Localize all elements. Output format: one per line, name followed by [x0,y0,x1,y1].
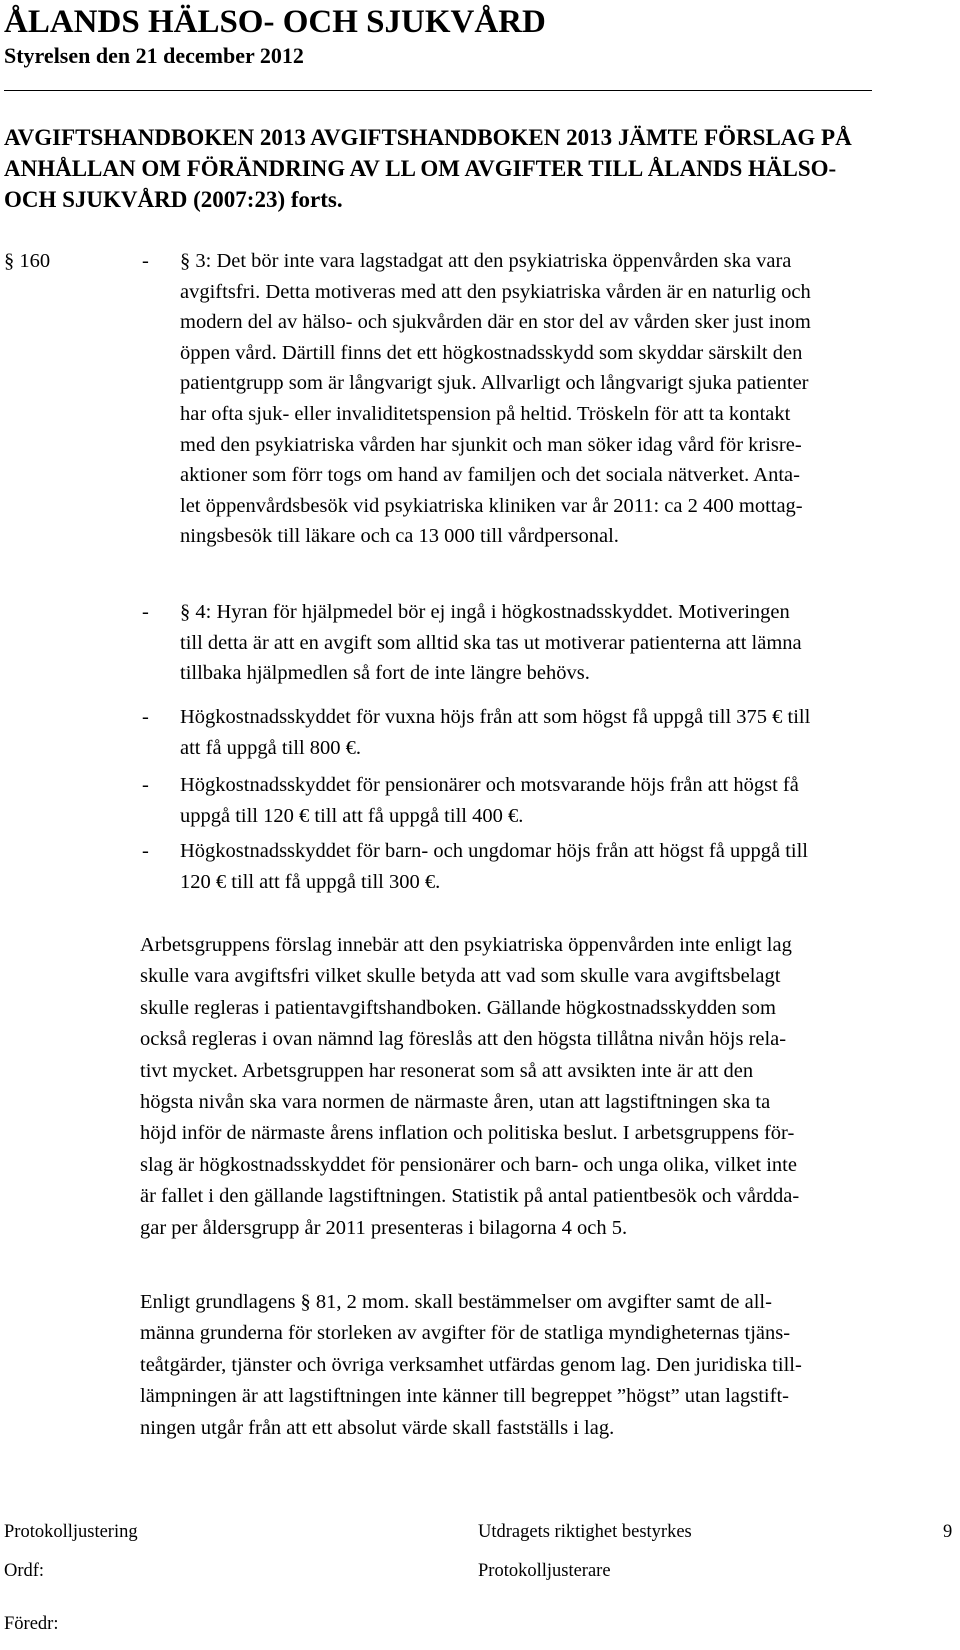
section-title-line: ANHÅLLAN OM FÖRÄNDRING AV LL OM AVGIFTER TILL ÅLANDS HÄLSO- [4,156,837,181]
text-line: tillbaka hjälpmedlen så fort de inte längre behövs. [180,662,590,685]
text-line: avgiftsfri. Detta motiveras med att den psykiatriska vården är en naturlig och [180,280,811,303]
text-line: let öppenvårdsbesök vid psykiatriska kliniken var år 2011: ca 2 400 mottag- [180,494,803,517]
text-line: är fallet i den gällande lagstiftningen. Statistik på antal patientbesök och vårdda- [140,1185,800,1208]
text-line: gar per åldersgrupp år 2011 presenteras i bilagorna 4 och 5. [140,1216,628,1239]
body-paragraph [140,1287,950,1444]
paragraph-number: § 160 [4,250,51,272]
list-dash: - [142,250,149,272]
text-line: högsta nivån ska vara normen de närmaste åren, utan att lagstiftningen ska ta [140,1091,771,1114]
section-title-line: AVGIFTSHANDBOKEN 2013 AVGIFTSHANDBOKEN 2013 JÄMTE FÖRSLAG PÅ [4,125,852,150]
list-dash: - [142,706,149,728]
text-line: ningen utgår från att ett absolut värde skall fastställs i lag. [140,1416,615,1439]
text-line: § 3: Det bör inte vara lagstadgat att den psykiatriska öppenvården ska vara [180,250,792,272]
text-line: höjd inför de närmaste årens inflation och politiska beslut. I arbetsgruppens för- [140,1122,795,1145]
list-item [180,246,960,552]
list-item [180,597,960,689]
text-line: skulle regleras i patientavgiftshandboken. Gällande högkostnadsskydden som [140,996,776,1019]
header-rule [4,90,872,91]
text-line: Enligt grundlagens § 81, 2 mom. skall bestämmelser om avgifter samt de all- [140,1291,772,1313]
footer-certified: Utdragets riktighet bestyrkes [478,1522,692,1542]
footer-presenter: Föredr: [4,1614,59,1634]
text-line: skulle vara avgiftsfri vilket skulle betyda att vad som skulle vara avgiftsbelagt [140,965,781,988]
text-line: Arbetsgruppens förslag innebär att den psykiatriska öppenvården inte enligt lag [140,934,792,956]
text-line: slag är högkostnadsskyddet för pensionärer och barn- och unga olika, vilket inte [140,1153,797,1176]
text-line: männa grunderna för storleken av avgifter för de statliga myndigheternas tjäns- [140,1322,791,1345]
text-line: Högkostnadsskyddet för vuxna höjs från att som högst få uppgå till 375 € till [180,706,811,728]
list-item [180,770,960,831]
section-title [4,122,924,215]
text-line: aktioner som förr togs om hand av familjen och det sociala nätverket. Anta- [180,464,800,487]
section-title-line: OCH SJUKVÅRD (2007:23) forts. [4,187,343,212]
text-line: till detta är att en avgift som alltid ska tas ut motiverar patienterna att lämna [180,631,802,654]
text-line: 120 € till att få uppgå till 300 €. [180,870,441,893]
text-line: lämpningen är att lagstiftningen inte känner till begreppet ”högst” utan lagstift- [140,1385,789,1408]
footer-protokolljustering: Protokolljustering [4,1522,138,1542]
page-number: 9 [943,1522,953,1542]
list-dash: - [142,601,149,623]
text-line: Högkostnadsskyddet för barn- och ungdomar höjs från att högst få uppgå till [180,840,808,862]
list-dash: - [142,774,149,796]
text-line: teåtgärder, tjänster och övriga verksamhet utfärdas genom lag. Den juridiska till- [140,1353,802,1376]
footer-chair: Ordf: [4,1561,45,1581]
text-line: ningsbesök till läkare och ca 13 000 till vårdpersonal. [180,525,619,548]
footer-reviewers: Protokolljusterare [478,1561,611,1581]
text-line: också regleras i ovan nämnd lag föreslås att den högsta tillåtna nivån höjs rela- [140,1028,787,1051]
list-item [180,702,960,763]
text-line: modern del av hälso- och sjukvården där en stor del av vården sker just inom [180,311,811,334]
text-line: uppgå till 120 € till att få uppgå till 400 €. [180,804,524,827]
text-line: tivt mycket. Arbetsgruppen har resonerat som så att avsikten inte är att den [140,1059,754,1082]
text-line: har ofta sjuk- eller invaliditetspension på heltid. Tröskeln för att ta kontakt [180,402,791,425]
list-item [180,836,960,897]
text-line: Högkostnadsskyddet för pensionärer och motsvarande höjs från att högst få [180,774,799,796]
text-line: att få uppgå till 800 €. [180,736,362,759]
text-line: öppen vård. Därtill finns det ett högkostnadsskydd som skyddar särskilt den [180,341,803,364]
text-line: § 4: Hyran för hjälpmedel bör ej ingå i högkostnadsskyddet. Motiveringen [180,601,790,623]
organization-title: ÅLANDS HÄLSO- OCH SJUKVÅRD [4,4,546,40]
body-paragraph [140,930,950,1244]
list-dash: - [142,840,149,862]
meeting-date: Styrelsen den 21 december 2012 [4,43,304,68]
text-line: med den psykiatriska vården har sjunkit och man söker idag vård för krisre- [180,433,802,456]
text-line: patientgrupp som är långvarigt sjuk. Allvarligt och långvarigt sjuka patienter [180,372,809,395]
